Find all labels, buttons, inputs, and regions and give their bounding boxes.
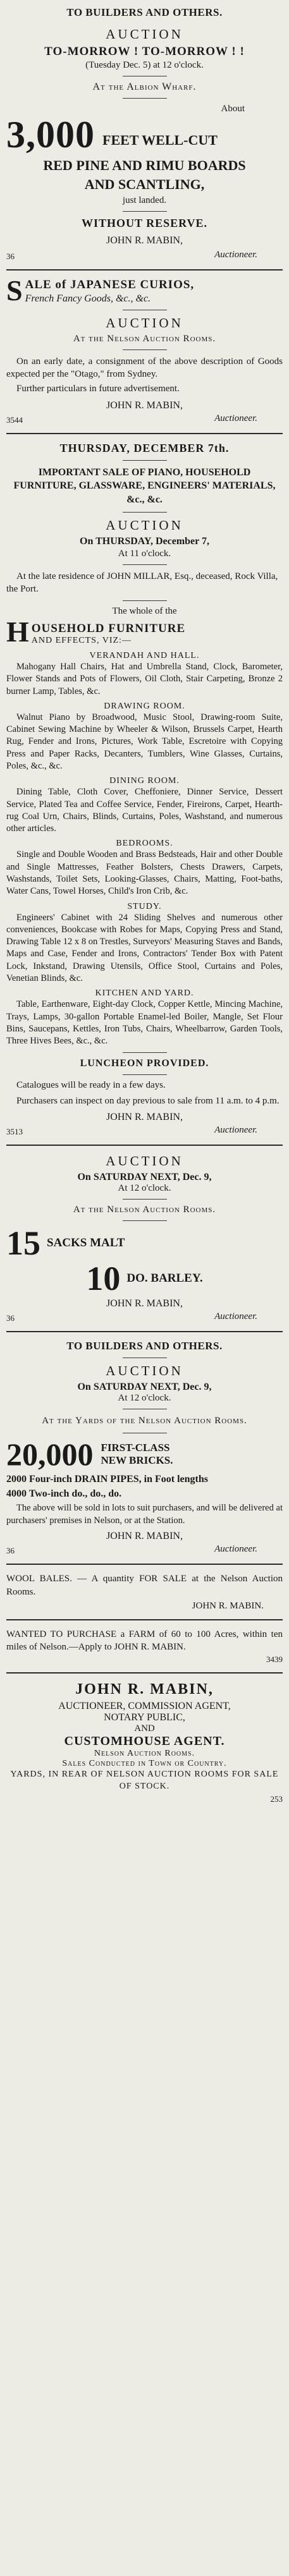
ad-date-header: THURSDAY, DECEMBER 7th. [59, 441, 230, 454]
ad-headline [6, 619, 283, 646]
ad-role: Auctioneer. [214, 413, 257, 423]
ad-signer: JOHN R. MABIN, [106, 1111, 183, 1122]
ad-line: AUCTIONEER, COMMISSION AGENT, [58, 1701, 231, 1712]
ad-separator [6, 1564, 283, 1565]
ad-quantity: 15 [6, 1224, 40, 1262]
ad-role: Auctioneer. [214, 250, 257, 260]
ad-role: Auctioneer. [214, 1311, 257, 1321]
ad-line: Sales Conducted in Town or Country. [62, 1759, 227, 1769]
ad-quantity-row [6, 116, 283, 154]
ad-body: On an early date, a consignment of the above description of Goods expected per the "Otago," from Sydney. [6, 356, 283, 380]
section-heading: DINING ROOM. [109, 776, 180, 786]
ad-number: 36 [6, 252, 15, 261]
ad-title: AUCTION [106, 315, 183, 331]
ad-quantity: 10 [86, 1259, 121, 1297]
divider [123, 349, 167, 350]
section-body: Table, Earthenware, Eight-day Clock, Copper Kettle, Mincing Machine, Trays, Lamps, 30-gallon Portable Enamel-led Boiler, Mangle, Set Flour Bins, Saucepans, Kettles, Iron Tubs, Chairs, Wheelbarrow, Garden Tools, Three Hives Bees, &c., &c. [6, 999, 283, 1047]
ad-signer: JOHN R. MABIN, [106, 1531, 183, 1542]
ad-location: At the late residence of JOHN MILLAR, Esq., deceased, Rock Villa, the Port. [6, 571, 278, 594]
ad-line: NOTARY PUBLIC, [104, 1712, 185, 1723]
ad-date: On THURSDAY, December 7, [80, 535, 209, 547]
divider [123, 1052, 167, 1053]
section-body: Engineers' Cabinet with 24 Sliding Shelves and numerous other conveniences, Bookcase with Robes for Maps, Copying Press and Stand, Drawing Table 12 x 8 on Trestles, Surveyors' Measuring Staves and Bands, Maps and Case, Fender and Irons, Contractors' Tender Box with Patent Lock, Inkstand, Drawing Utensils, Office Stool, Curtains and Poles, Venetian Blinds, &c. [6, 912, 283, 983]
ad-separator [6, 1145, 283, 1146]
ad-number: 3513 [6, 1126, 23, 1136]
ad-subtitle: TO-MORROW ! TO-MORROW ! ! [44, 45, 245, 58]
ad-number: 253 [270, 1794, 283, 1804]
ad-headline [6, 278, 283, 305]
ad-item-line: SACKS MALT [47, 1236, 125, 1249]
ad-line: AND [134, 1723, 155, 1734]
ad-japanese-curios [6, 278, 283, 425]
ad-headline-line: AND EFFECTS, VIZ:— [31, 636, 132, 646]
ad-wanted-farm [6, 1628, 283, 1665]
ad-body: WANTED TO PURCHASE a FARM of 60 to 100 Acres, within ten miles of Nelson.—Apply to JOHN R. MABIN. [6, 1629, 283, 1653]
ad-signature-row [6, 246, 283, 262]
ad-headline-line: ALE of JAPANESE CURIOS, [25, 278, 195, 291]
ad-business-card [6, 1681, 283, 1804]
ad-lot-row [6, 1261, 283, 1296]
ad-separator [6, 1672, 283, 1674]
ad-headline-line: OUSEHOLD FURNITURE [31, 622, 186, 636]
divider [123, 1199, 167, 1200]
section-body: Mahogany Hall Chairs, Hat and Umbrella Stand, Clock, Barometer, Flower Stands and Pots of Flowers, Oil Cloth, Stair Carpeting, Bronze 2 burner Lamp, Tables, &c. [6, 662, 283, 696]
ad-quantity-row [6, 1438, 283, 1470]
ad-item-line: DO. BARLEY. [126, 1271, 203, 1285]
ad-header: TO BUILDERS AND OTHERS. [66, 1339, 223, 1352]
ad-headline-line: French Fancy Goods, &c., &c. [25, 293, 151, 304]
divider [123, 564, 167, 565]
ad-separator [6, 1619, 283, 1620]
ad-item-line: 4000 Two-inch do., do., do. [6, 1488, 122, 1500]
ad-role: Auctioneer. [214, 1124, 257, 1135]
ad-location: At the Nelson Auction Rooms. [73, 1204, 216, 1215]
ad-header: TO BUILDERS AND OTHERS. [66, 6, 223, 18]
ad-wool-bales [6, 1572, 283, 1612]
ad-body: WOOL BALES. — A quantity FOR SALE at the Nelson Auction Rooms. [6, 1574, 283, 1597]
section-body: Walnut Piano by Broadwood, Music Stool, Drawing-room Suite, Cabinet Sewing Machine by Wheeler & Wilson, Brussels Carpet, Hearth Rug, Fender and Irons, Pictures, Work Table, Escretoire with Copying Press and Paper Racks, Decanters, Tumblers, Wine Glasses, Curtains, Poles, &c., &c. [6, 712, 283, 771]
ad-separator [6, 269, 283, 270]
ad-signer: JOHN R. MABIN, [106, 1297, 183, 1309]
ad-role: Auctioneer. [214, 1544, 257, 1555]
section-heading: VERANDAH AND HALL. [89, 651, 200, 661]
ad-signature-row [6, 1123, 283, 1137]
ad-date: On SATURDAY NEXT, Dec. 9, [77, 1171, 212, 1182]
ad-body: Further particulars in future advertisement. [16, 383, 180, 394]
ad-item-line: AND SCANTLING, [84, 176, 205, 192]
ad-reserve: WITHOUT RESERVE. [81, 217, 208, 229]
section-body: Dining Table, Cloth Cover, Cheffoniere, Dinner Service, Dessert Service, Plated Tea and Coffee Service, Fender, Fireirons, Carpet, Hearth-rug Coal Urn, Chairs, Blinds, Curtains, Poles, Washstand, and numerous other articles. [6, 787, 283, 834]
ad-signer: JOHN R. MABIN. [192, 1600, 264, 1611]
section-heading: DRAWING ROOM. [104, 701, 185, 711]
ad-separator [6, 433, 283, 434]
ad-location: At the Nelson Auction Rooms. [73, 334, 216, 344]
ad-millar-furniture [6, 442, 283, 1137]
ad-item-stack [101, 1442, 173, 1467]
ad-builders-bricks [6, 1340, 283, 1557]
divider [123, 98, 167, 99]
ad-signature-row [6, 411, 283, 425]
ad-item-line: NEW BRICKS. [101, 1454, 173, 1466]
ad-line: YARDS, IN REAR OF NELSON AUCTION ROOMS FOR SALE OF STOCK. [10, 1770, 279, 1792]
ad-note: Catalogues will be ready in a few days. [16, 1080, 166, 1091]
ad-builders-timber [6, 5, 283, 262]
ad-note: LUNCHEON PROVIDED. [80, 1058, 209, 1069]
ad-malt-barley [6, 1153, 283, 1323]
ad-item-line: FEET WELL-CUT [102, 132, 218, 148]
divider [123, 460, 167, 461]
ad-date: (Tuesday Dec. 5) at 12 o'clock. [85, 60, 204, 70]
ad-number: 36 [6, 1313, 15, 1323]
ad-time: At 11 o'clock. [118, 548, 171, 559]
ad-location: At the Yards of the Nelson Auction Rooms. [42, 1415, 247, 1426]
ad-signature-row [6, 1542, 283, 1556]
section-body: Single and Double Wooden and Brass Bedsteads, Hair and other Double and Single Mattresses, Feather Bolsters, Chests Drawers, Carpets, Washstands, Toilet Sets, Looking-Glasses, Chairs, Matting, Foot-baths, Water Cans, Towel Horses, Child's Iron Crib, &c. [6, 849, 283, 897]
ad-title: AUCTION [106, 27, 183, 42]
ad-item-line: FIRST-CLASS [101, 1441, 170, 1454]
ad-item-line: RED PINE AND RIMU BOARDS [43, 157, 246, 173]
ad-time: At 12 o'clock. [118, 1182, 171, 1193]
ad-body: The above will be sold in lots to suit purchasers, and will be delivered at purchasers' premises in Nelson, or at the Station. [6, 1503, 283, 1526]
ad-item-line: 2000 Four-inch DRAIN PIPES, in Foot lengths [6, 1473, 208, 1485]
section-heading: STUDY. [127, 901, 162, 911]
ad-landed: just landed. [122, 195, 167, 205]
ad-quantity: 20,000 [6, 1436, 94, 1472]
divider [123, 1220, 167, 1221]
ad-title: AUCTION [106, 1363, 183, 1378]
ad-title: AUCTION [106, 517, 183, 533]
ad-headline: IMPORTANT SALE OF PIANO, HOUSEHOLD FURNITURE, GLASSWARE, ENGINEERS' MATERIALS, &c., &c. [13, 466, 276, 505]
section-heading: BEDROOMS. [116, 839, 173, 849]
ad-date: On SATURDAY NEXT, Dec. 9, [77, 1381, 212, 1392]
ad-quantity: 3,000 [6, 114, 95, 155]
ad-title: AUCTION [106, 1153, 183, 1169]
ad-signature-row [6, 1309, 283, 1323]
ad-signer: JOHN R. MABIN, [106, 235, 183, 246]
ad-name: JOHN R. MABIN, [75, 1681, 214, 1698]
ad-separator [6, 1331, 283, 1332]
ad-text: The whole of the [112, 606, 177, 617]
ad-signer: JOHN R. MABIN, [106, 399, 183, 411]
divider [123, 1074, 167, 1075]
divider [123, 512, 167, 513]
ad-number: 36 [6, 1546, 15, 1556]
ad-line: Nelson Auction Rooms. [94, 1749, 195, 1759]
drop-capital: S [6, 278, 23, 305]
ad-note: Purchasers can inspect on day previous to sale from 11 a.m. to 4 p.m. [16, 1096, 280, 1107]
section-heading: KITCHEN AND YARD. [95, 988, 194, 999]
ad-location: At the Albion Wharf. [92, 82, 197, 92]
ad-number: 3544 [6, 415, 23, 425]
ad-time: At 12 o'clock. [118, 1392, 171, 1403]
divider [123, 211, 167, 212]
divider [123, 600, 167, 601]
ad-about: About [221, 104, 245, 114]
newspaper-column [6, 5, 283, 2566]
ad-lot-row [6, 1226, 283, 1260]
ad-number: 3439 [266, 1655, 283, 1665]
ad-line: CUSTOMHOUSE AGENT. [64, 1734, 225, 1749]
drop-capital: H [6, 619, 29, 647]
